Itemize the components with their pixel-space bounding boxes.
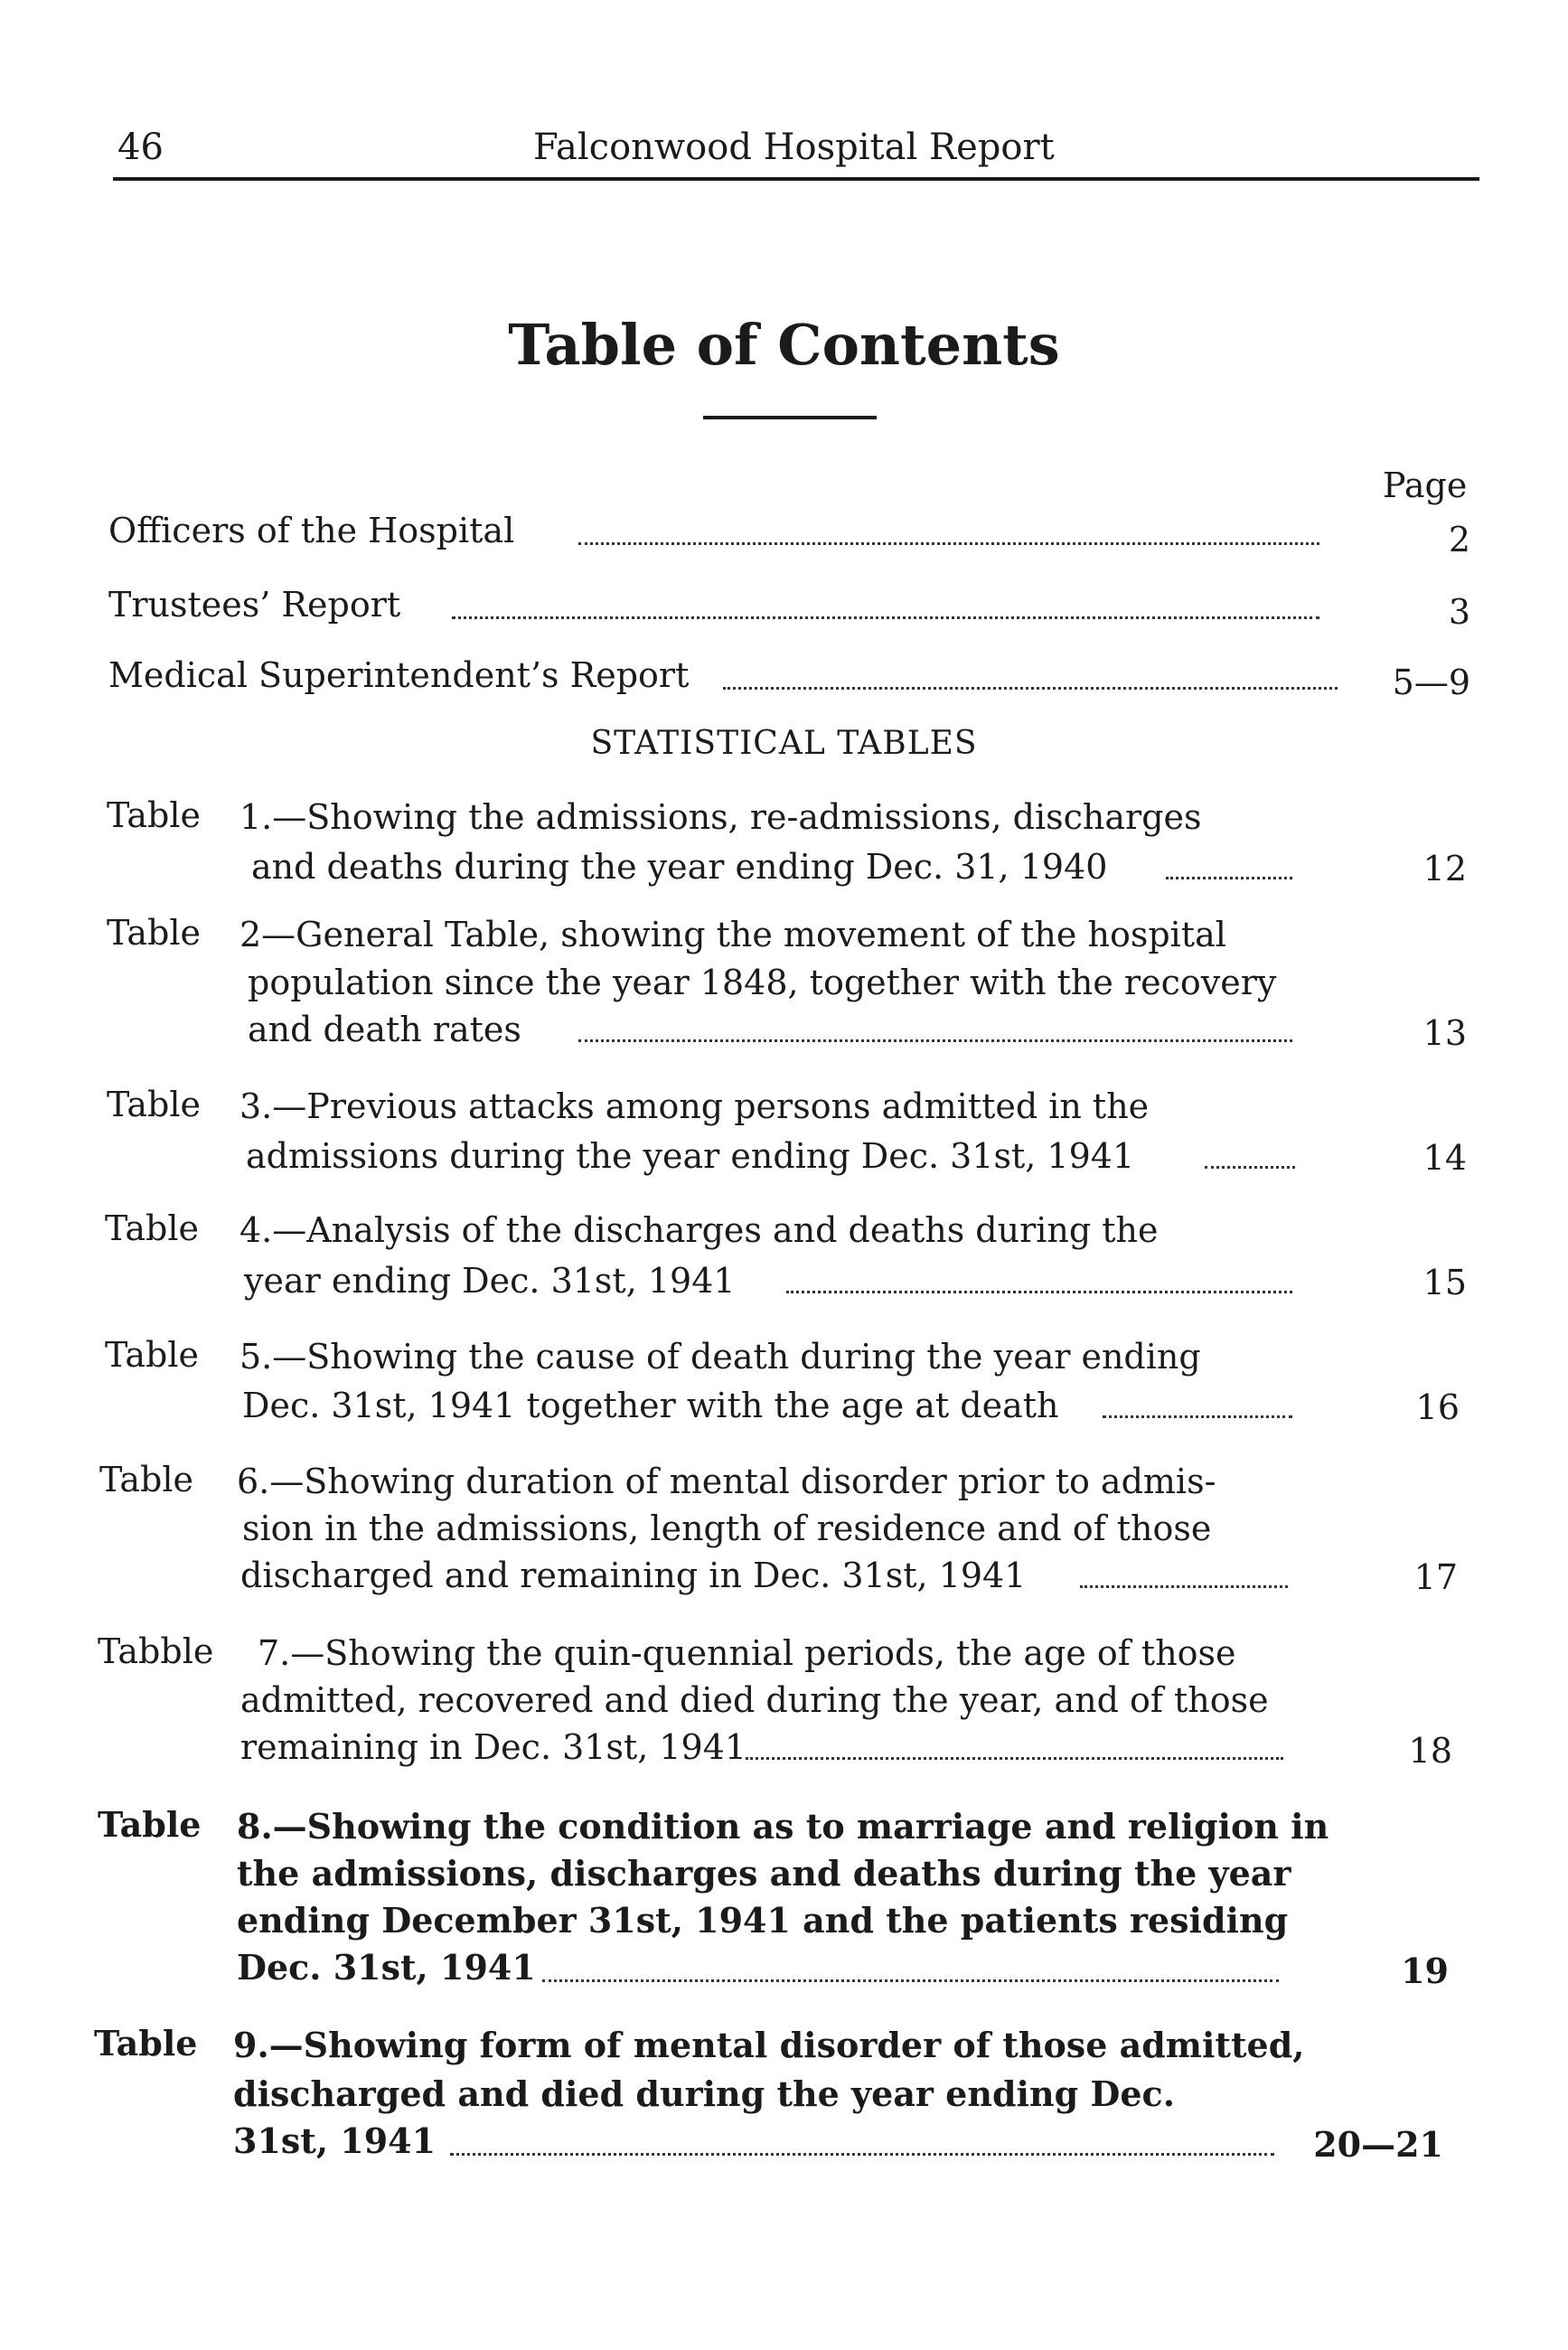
toc-entry-title: Medical Superintendent’s Report <box>108 655 690 695</box>
toc-entry-page: 17 <box>1413 1557 1458 1597</box>
toc-entry-line: 7.—Showing the quin-quennial periods, the age of those <box>258 1633 1236 1673</box>
dot-leader <box>1080 1585 1288 1588</box>
toc-entry-line: 6.—Showing duration of mental disorder prior to admis- <box>237 1462 1216 1501</box>
toc-entry-line: and deaths during the year ending Dec. 31, 1940 <box>251 847 1108 887</box>
toc-entry-line: sion in the admissions, length of residence and of those <box>242 1509 1212 1548</box>
dot-leader <box>452 616 1319 619</box>
table-label: Table <box>107 1085 202 1124</box>
table-label: Table <box>105 1335 200 1375</box>
toc-entry-line: 9.—Showing form of mental disorder of those admitted, <box>233 2025 1305 2065</box>
toc-entry-page: 15 <box>1422 1263 1467 1302</box>
section-heading-statistical-tables: STATISTICAL TABLES <box>590 725 978 762</box>
toc-entry-title: Trustees’ Report <box>108 585 401 625</box>
table-label: Table <box>105 1208 200 1248</box>
table-label: Table <box>99 1460 194 1499</box>
toc-entry-line: the admissions, discharges and deaths during the year <box>237 1853 1291 1894</box>
dot-leader <box>578 542 1319 545</box>
toc-entry-line: remaining in Dec. 31st, 1941 <box>240 1727 747 1767</box>
table-label: Table <box>94 2023 198 2063</box>
toc-entry-page: 20—21 <box>1313 2124 1443 2165</box>
toc-entry-page: 5—9 <box>1392 663 1470 702</box>
table-label: Table <box>107 913 202 953</box>
toc-entry-line: discharged and remaining in Dec. 31st, 1941 <box>240 1556 1027 1595</box>
page-column-label: Page <box>1383 465 1468 505</box>
toc-entry-line: 8.—Showing the condition as to marriage and religion in <box>237 1806 1329 1847</box>
table-label: Table <box>98 1804 202 1845</box>
toc-entry-page: 18 <box>1408 1731 1452 1771</box>
toc-entry-page: 2 <box>1448 520 1470 559</box>
toc-entry-page: 19 <box>1401 1950 1449 1991</box>
toc-entry-line: 2—General Table, showing the movement of the hospital <box>239 915 1226 954</box>
toc-entry-page: 16 <box>1415 1387 1460 1427</box>
dot-leader <box>786 1291 1292 1293</box>
dot-leader <box>578 1039 1292 1042</box>
toc-entry-title: Officers of the Hospital <box>108 511 515 550</box>
dot-leader <box>1205 1166 1295 1169</box>
title-rule <box>703 416 877 419</box>
dot-leader <box>1103 1415 1292 1418</box>
dot-leader <box>723 687 1338 690</box>
running-title: Falconwood Hospital Report <box>533 127 1055 168</box>
toc-entry-line: population since the year 1848, together with the recovery <box>248 963 1277 1002</box>
toc-entry-page: 13 <box>1422 1013 1467 1053</box>
page-number: 46 <box>117 127 164 168</box>
table-label: Tabble <box>98 1631 214 1671</box>
toc-entry-line: discharged and died during the year ending Dec. <box>233 2073 1175 2114</box>
dot-leader <box>746 1757 1283 1760</box>
toc-entry-line: 3.—Previous attacks among persons admitted in the <box>239 1086 1150 1126</box>
toc-entry-line: year ending Dec. 31st, 1941 <box>244 1261 736 1301</box>
table-label: Table <box>107 795 202 835</box>
dot-leader <box>1166 877 1292 879</box>
toc-entry-line: 5.—Showing the cause of death during the year ending <box>239 1337 1201 1377</box>
toc-entry-page: 14 <box>1422 1138 1467 1178</box>
toc-entry-line: ending December 31st, 1941 and the patients residing <box>237 1900 1289 1941</box>
toc-entry-line: admissions during the year ending Dec. 31st, 1941 <box>246 1136 1135 1176</box>
dot-leader <box>450 2153 1274 2156</box>
toc-entry-page: 3 <box>1448 592 1470 632</box>
toc-entry-line: 31st, 1941 <box>233 2120 437 2161</box>
toc-entry-line: 1.—Showing the admissions, re-admissions, discharges <box>239 797 1202 837</box>
toc-entry-line: Dec. 31st, 1941 <box>237 1947 536 1988</box>
page-title: Table of Contents <box>508 312 1060 378</box>
toc-entry-page: 12 <box>1422 849 1467 888</box>
toc-entry-line: Dec. 31st, 1941 together with the age at death <box>242 1386 1059 1425</box>
toc-entry-line: admitted, recovered and died during the year, and of those <box>240 1680 1269 1720</box>
toc-entry-line: and death rates <box>248 1010 521 1049</box>
toc-entry-line: 4.—Analysis of the discharges and deaths during the <box>239 1210 1159 1250</box>
dot-leader <box>542 1979 1279 1982</box>
header-rule <box>113 177 1479 181</box>
